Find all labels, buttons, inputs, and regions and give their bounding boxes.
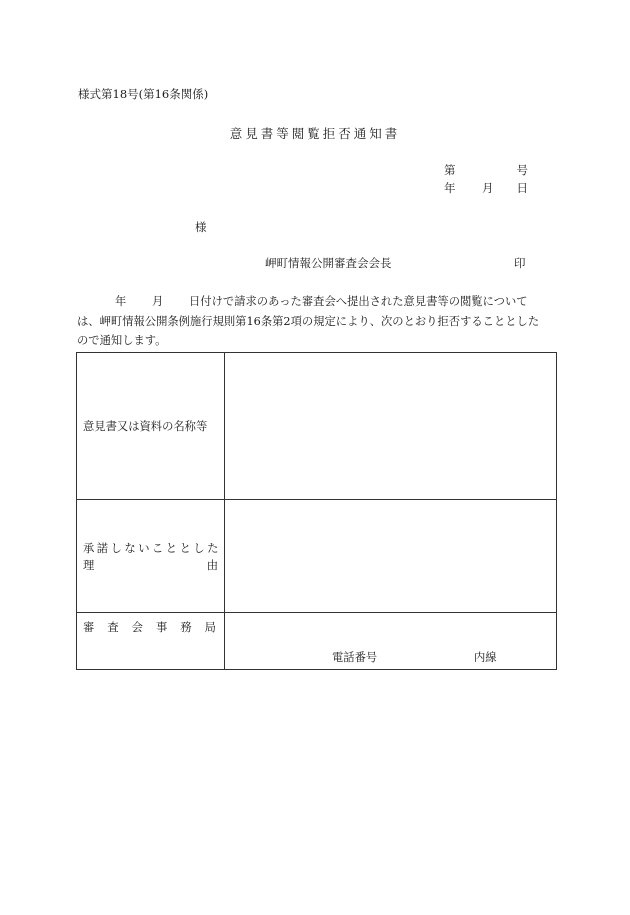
body-month: 月: [152, 295, 164, 308]
notice-table: [76, 352, 557, 670]
sender-name: 岬町情報公開審査会会長: [265, 256, 392, 270]
office-label-chars: [83, 619, 224, 635]
table-row: [77, 353, 557, 500]
body-line-2: は、岬町情報公開条例施行規則第16条第2項の規定により、次のとおり拒否することとした: [77, 314, 540, 328]
office-char: 査: [107, 621, 119, 634]
extension-label: 内線: [474, 651, 497, 664]
reason-label-line2: [83, 557, 224, 573]
reason-label-line1: 承諾しないこととした: [83, 541, 221, 555]
number-suffix: 号: [516, 163, 528, 177]
addressee: 様: [195, 220, 207, 234]
seal-mark: 印: [514, 256, 526, 270]
office-label: [77, 613, 225, 670]
body-line-3: ので通知します。: [77, 334, 167, 347]
reason-label-a: 理: [83, 558, 95, 572]
form-id: 様式第18号(第16条関係): [78, 87, 209, 101]
table-row: [77, 500, 557, 613]
body-line-1-text: 日付けで請求のあった審査会へ提出された意見書等の閲覧について: [189, 295, 528, 308]
body-year: 年: [115, 295, 127, 308]
body-line-1: [77, 292, 553, 312]
date-year: 年: [444, 181, 456, 195]
office-char: 局: [204, 621, 216, 634]
office-contact-field[interactable]: [225, 613, 557, 670]
document-name-field[interactable]: [225, 353, 557, 500]
document-name-label: 意見書又は資料の名称等: [77, 353, 225, 500]
office-char: 会: [131, 621, 143, 634]
office-char: 事: [155, 621, 168, 634]
date-day: 日: [516, 181, 528, 195]
date-month: 月: [482, 181, 494, 195]
document-title: 意見書等閲覧拒否通知書: [229, 126, 401, 141]
reason-label-b: 由: [206, 558, 218, 572]
office-char: 審: [83, 621, 95, 634]
notice-body: [77, 292, 553, 351]
table-row: [77, 613, 557, 670]
number-prefix: 第: [444, 163, 456, 177]
office-char: 務: [180, 621, 192, 634]
reason-label: [77, 500, 225, 613]
reason-field[interactable]: [225, 500, 557, 613]
phone-label: 電話番号: [332, 651, 378, 664]
